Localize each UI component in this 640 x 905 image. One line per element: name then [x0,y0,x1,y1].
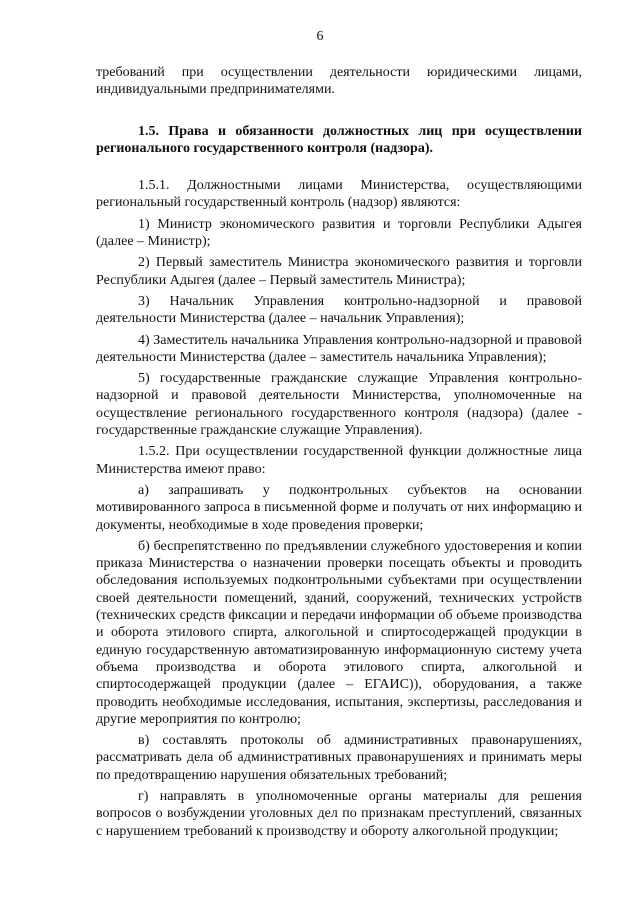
right-item-g: г) направлять в уполномоченные органы материалы для решения вопросов о возбуждении уголовных дел по признакам преступлений, связанных с нарушением требований к производству и обороту алкогольной продукции; [96,788,582,839]
right-item-v: в) составлять протоколы об административных правонарушениях, рассматривать дела об административных правонарушениях и принимать меры по предотвращению нарушения обязательных требований; [96,733,582,783]
list-item-civil-servants: 5) государственные гражданские служащие Управления контрольно-надзорной и правовой деятельности Министерства, уполномоченные на осуществление регионального государственного контроля (надзора) (далее - государственные гражданские служащие Управления). [96,371,582,439]
paragraph-1-5-2: 1.5.2. При осуществлении государственной функции должностные лица Министерства имеют право: [96,444,582,477]
list-item-minister: 1) Министр экономического развития и торговли Республики Адыгея (далее – Министр); [96,216,582,250]
intro-paragraph: требований при осуществлении деятельности юридическими лицами, индивидуальными предпринимателями. [96,65,582,98]
list-item-deputy-head: 4) Заместитель начальника Управления контрольно-надзорной и правовой деятельности Министерства (далее – заместитель начальника Управления); [96,332,582,365]
section-heading: 1.5. Права и обязанности должностных лиц при осуществлении регионального государственного контроля (надзора). [96,123,582,156]
right-item-b: б) беспрепятственно по предъявлении служебного удостоверения и копии приказа Министерства о назначении проверки посещать объекты и проводить обследования используемых подконтрольными субъектами при осуществлении своей деятельности помещений, зданий, сооружений, технических устройств (технических средств фиксации и передачи информации об объеме производства и оборота этилового спирта, алкогольной и спиртосодержащей продукции в единую государственную автоматизированную информационную систему учета объема производства и оборота этилового спирта, алкогольной и спиртосодержащей продукции (далее – ЕГАИС)), оборудования, а также проводить необходимые исследования, испытания, экспертизы, расследования и другие мероприятия по контролю; [96,538,582,727]
list-item-first-deputy: 2) Первый заместитель Министра экономического развития и торговли Республики Адыгея (далее – Первый заместитель Министра); [96,255,582,288]
document-body [96,64,582,840]
paragraph-1-5-1: 1.5.1. Должностными лицами Министерства, осуществляющими региональный государственный контроль (надзор) являются: [96,178,582,211]
right-item-a: а) запрашивать у подконтрольных субъектов на основании мотивированного запроса в письменной форме и получать от них информацию и документы, необходимые в ходе проведения проверки; [96,482,582,533]
page-number: 6 [316,29,324,44]
list-item-head-of-department: 3) Начальник Управления контрольно-надзорной и правовой деятельности Министерства (далее – начальник Управления); [96,293,582,327]
